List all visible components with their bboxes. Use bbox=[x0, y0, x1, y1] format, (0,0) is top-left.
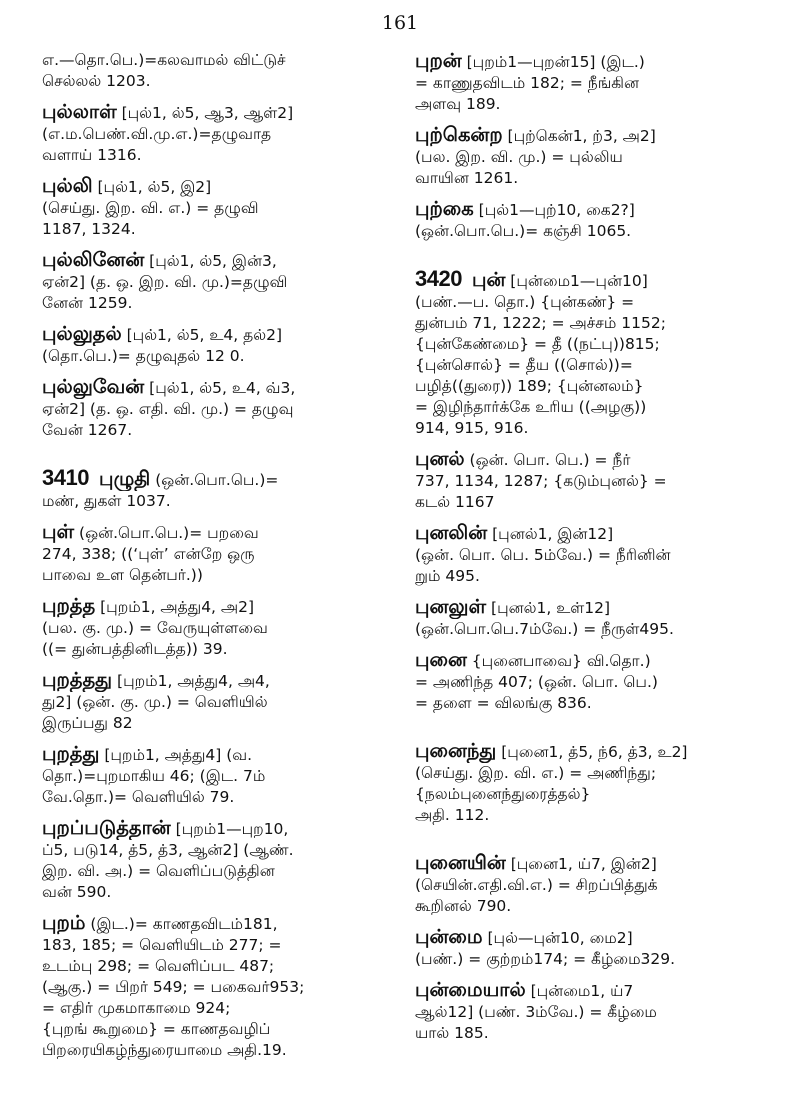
dictionary-entry bbox=[415, 268, 775, 439]
dictionary-entry bbox=[415, 448, 775, 513]
entry-continuation-line: து2] (ஒன். கு. மு.) = வெளியில் bbox=[42, 693, 268, 711]
entry-continuation-line: ((= துன்பத்தினிடத்த)) 39. bbox=[42, 640, 228, 658]
entry-continuation-line: (பல. கு. மு.) = வேருயுள்ளவை bbox=[42, 619, 268, 637]
entry-grammar: [புனை1, ய்7, இன்2] bbox=[505, 855, 657, 873]
entry-continuation-line: இருப்பது 82 bbox=[42, 714, 133, 732]
entry-continuation-line: செல்லல் 1203. bbox=[42, 72, 151, 90]
entry-continuation-line: வேன் 1267. bbox=[42, 421, 133, 439]
entry-grammar: (ஒன். பொ. பெ.) = நீர் bbox=[464, 451, 631, 469]
headword: புல்லாள் bbox=[42, 101, 117, 123]
headword: புனலுள் bbox=[415, 596, 487, 618]
entry-continuation-line: = எதிர் முகமாகாமை 924; bbox=[42, 999, 231, 1017]
entry-grammar: (இட.)= காணதவிடம்181, bbox=[85, 915, 278, 933]
entry-continuation-line: (ஒன். பொ. பெ. 5ம்வே.) = நீரினின் bbox=[415, 546, 671, 564]
entry-first-line bbox=[415, 522, 775, 545]
entry-continuation-line: பழித்((துரை)) 189; {புன்னலம்} bbox=[415, 377, 644, 395]
entry-continuation-line: அதி. 112. bbox=[415, 806, 490, 824]
entry-first-line bbox=[415, 268, 775, 292]
entry-number: 3410 bbox=[42, 467, 89, 490]
entry-continuation-line: கூறினல் 790. bbox=[415, 897, 512, 915]
entry-continuation-line: {புறங் கூறுமை} = காணதவழிப் bbox=[42, 1020, 271, 1038]
entry-first-line bbox=[42, 669, 398, 692]
entry-continuation-line: 274, 338; ((‘புள்’ என்றே ஒரு bbox=[42, 545, 255, 563]
dictionary-entry bbox=[415, 926, 775, 970]
entry-continuation-line: வளாய் 1316. bbox=[42, 146, 142, 164]
headword: புற்கென்ற bbox=[415, 124, 503, 146]
headword: புறப்படுத்தான் bbox=[42, 817, 171, 839]
headword: புல்லுதல் bbox=[42, 323, 122, 345]
entry-continuation-line: {நலம்புனைந்துரைத்தல்} bbox=[415, 785, 591, 803]
entry-grammar: [புறம்1, அத்து4, அ2] bbox=[95, 598, 255, 616]
dictionary-entry bbox=[42, 595, 398, 660]
headword: புனல் bbox=[415, 448, 465, 470]
dictionary-entry bbox=[42, 912, 398, 1061]
entry-grammar: [புல்1, ல்5, உ4, தல்2] bbox=[121, 326, 283, 344]
entry-continuation-line: (எ.ம.பெண்.வி.மு.எ.)=தழுவாத bbox=[42, 125, 272, 143]
entry-continuation-line: (பண்.) = குற்றம்174; = கீழ்மை329. bbox=[415, 950, 676, 968]
entry-first-line bbox=[415, 649, 775, 672]
entry-continuation-line: வாயின 1261. bbox=[415, 169, 519, 187]
entry-continuation-line: ஏன்2] (த. ஒ. எதி. வி. மு.) = தழுவு bbox=[42, 400, 294, 418]
entry-first-line bbox=[415, 124, 775, 147]
dictionary-entry bbox=[42, 101, 398, 166]
entry-continuation-line: றும் 495. bbox=[415, 567, 480, 585]
headword: புல்லுவேன் bbox=[42, 376, 145, 398]
dictionary-entry bbox=[42, 817, 398, 903]
headword: புல்லி bbox=[42, 175, 93, 197]
entry-first-line bbox=[42, 249, 398, 272]
entry-continuation-line: ஏன்2] (த. ஒ. இற. வி. மு.)=தழுவி bbox=[42, 273, 288, 291]
entry-first-line bbox=[42, 50, 398, 71]
entry-first-line bbox=[42, 175, 398, 198]
dictionary-entry bbox=[415, 522, 775, 587]
entry-first-line bbox=[42, 595, 398, 618]
entry-first-line bbox=[42, 376, 398, 399]
entry-continuation-line: னேன் 1259. bbox=[42, 294, 133, 312]
entry-first-line bbox=[42, 323, 398, 346]
dictionary-entry bbox=[42, 249, 398, 314]
dictionary-entry bbox=[415, 979, 775, 1044]
entry-grammar: எ.—தொ.பெ.)=கலவாமல் விட்டுச் bbox=[42, 51, 286, 69]
entry-continuation-line: (தொ.பெ.)= தழுவுதல் 12 0. bbox=[42, 347, 245, 365]
entry-grammar: [புல்1, ல்5, இ2] bbox=[92, 178, 212, 196]
entry-first-line bbox=[42, 467, 398, 491]
entry-grammar: [புறம்1, அத்து4, அ4, bbox=[112, 672, 270, 690]
entry-continuation-line: உடம்பு 298; = வெளிப்பட 487; bbox=[42, 957, 275, 975]
entry-grammar: [புறம்1, அத்து4] (வ. bbox=[99, 746, 253, 764]
entry-continuation-line: = இழிந்தார்க்கே உரிய ((அழகு)) bbox=[415, 398, 647, 416]
dictionary-entry bbox=[415, 852, 775, 917]
entry-continuation-line: (செயின்.எதி.வி.எ.) = சிறப்பித்துக் bbox=[415, 876, 658, 894]
entry-first-line bbox=[415, 596, 775, 619]
entry-grammar: [புன்மை1—புன்10] bbox=[505, 272, 648, 290]
entry-continuation-line: 737, 1134, 1287; {கடும்புனல்} = bbox=[415, 472, 667, 490]
entry-continuation-line: (செய்து. இற. வி. எ.) = அணிந்து; bbox=[415, 764, 657, 782]
entry-grammar: [புற்கென்1, ற்3, அ2] bbox=[502, 127, 656, 145]
entry-continuation-line: துன்பம் 71, 1222; = அச்சம் 1152; bbox=[415, 314, 666, 332]
dictionary-entry bbox=[42, 743, 398, 808]
headword: புன் bbox=[471, 268, 506, 291]
headword: புனைந்து bbox=[415, 740, 497, 762]
entry-continuation-line: (ஒன்.பொ.பெ.)= கஞ்சி 1065. bbox=[415, 222, 632, 240]
entry-continuation-line: = காணுதவிடம் 182; = நீங்கின bbox=[415, 74, 640, 92]
headword: புறத்து bbox=[42, 743, 100, 765]
entry-continuation-line: (செய்து. இற. வி. எ.) = தழுவி bbox=[42, 199, 259, 217]
entry-first-line bbox=[415, 198, 775, 221]
entry-continuation-line: பிறரையிகழ்ந்துரையாமை அதி.19. bbox=[42, 1041, 287, 1059]
entry-continuation-line: கடல் 1167 bbox=[415, 493, 495, 511]
entry-continuation-line: (பல. இற. வி. மு.) = புல்லிய bbox=[415, 148, 623, 166]
entry-grammar: (ஒன்.பொ.பெ.)= பறவை bbox=[74, 524, 259, 542]
headword: புறன் bbox=[415, 50, 462, 72]
entry-continuation-line: 1187, 1324. bbox=[42, 220, 136, 238]
headword: புற்கை bbox=[415, 198, 474, 220]
entry-continuation-line: மண், துகள் 1037. bbox=[42, 492, 171, 510]
entry-continuation-line: = அணிந்த 407; (ஒன். பொ. பெ.) bbox=[415, 673, 658, 691]
dictionary-entry bbox=[415, 649, 775, 714]
entry-grammar: [புல்—புன்10, மை2] bbox=[482, 929, 633, 947]
entry-first-line bbox=[415, 50, 775, 73]
entry-grammar: [புனல்1, இன்12] bbox=[487, 525, 614, 543]
entry-continuation-line: ஆல்12] (பண். 3ம்வே.) = கீழ்மை bbox=[415, 1003, 657, 1021]
entry-first-line bbox=[42, 521, 398, 544]
headword: புழுதி bbox=[98, 467, 151, 490]
entry-grammar: [புல்1—புற்10, கை2?] bbox=[473, 201, 635, 219]
entry-continuation-line: இற. வி. அ.) = வெளிப்படுத்தின bbox=[42, 862, 275, 880]
entry-first-line bbox=[42, 817, 398, 840]
entry-continuation-line: (ஒன்.பொ.பெ.7ம்வே.) = நீருள்495. bbox=[415, 620, 674, 638]
entry-grammar: [புன்மை1, ய்7 bbox=[525, 982, 634, 1000]
entry-continuation-line: 183, 185; = வெளியிடம் 277; = bbox=[42, 936, 282, 954]
entry-grammar: [புனை1, த்5, ந்6, த்3, உ2] bbox=[496, 743, 688, 761]
headword: புல்லினேன் bbox=[42, 249, 145, 271]
page-number: 161 bbox=[381, 12, 419, 34]
entry-continuation-line: அளவு 189. bbox=[415, 95, 501, 113]
headword: புன்மையால் bbox=[415, 979, 526, 1001]
dictionary-entry bbox=[42, 669, 398, 734]
entry-first-line bbox=[415, 979, 775, 1002]
entry-grammar: (ஒன்.பொ.பெ.)= bbox=[150, 471, 279, 489]
entry-grammar: [புல்1, ல்5, இன்3, bbox=[144, 252, 277, 270]
entry-first-line bbox=[42, 743, 398, 766]
headword: புனை bbox=[415, 649, 467, 671]
dictionary-entry bbox=[415, 50, 775, 115]
dictionary-entry bbox=[42, 175, 398, 240]
entry-continuation-line: 914, 915, 916. bbox=[415, 419, 529, 437]
entry-continuation-line: பாவை உள தென்பர்.)) bbox=[42, 566, 203, 584]
entry-grammar: [புறம்1—புறன்15] (இட.) bbox=[461, 53, 645, 71]
entry-continuation-line: {புன்கேண்மை} = தீ ((நட்பு))815; bbox=[415, 335, 660, 353]
entry-first-line bbox=[415, 448, 775, 471]
entry-first-line bbox=[42, 101, 398, 124]
dictionary-entry bbox=[42, 323, 398, 367]
dictionary-entry bbox=[415, 198, 775, 242]
dictionary-entry bbox=[42, 50, 398, 92]
entry-continuation-line: யால் 185. bbox=[415, 1024, 489, 1042]
headword: புனலின் bbox=[415, 522, 488, 544]
entry-continuation-line: (ஆகு.) = பிறர் 549; = பகைவர்953; bbox=[42, 978, 305, 996]
headword: புன்மை bbox=[415, 926, 483, 948]
headword: புனையின் bbox=[415, 852, 506, 874]
entry-continuation-line: = தளை = விலங்கு 836. bbox=[415, 694, 592, 712]
entry-continuation-line: வே.தொ.)= வெளியில் 79. bbox=[42, 788, 235, 806]
dictionary-entry bbox=[415, 740, 775, 826]
dictionary-entry bbox=[42, 467, 398, 512]
headword: புறம் bbox=[42, 912, 86, 934]
headword: புறத்தது bbox=[42, 669, 113, 691]
entry-continuation-line: {புன்சொல்} = தீய ((சொல்))= bbox=[415, 356, 633, 374]
entry-first-line bbox=[415, 852, 775, 875]
entry-continuation-line: ப்5, படு14, த்5, த்3, ஆன்2] (ஆண். bbox=[42, 841, 294, 859]
dictionary-entry bbox=[42, 521, 398, 586]
headword: புள் bbox=[42, 521, 75, 543]
entry-grammar: [புல்1, ல்5, ஆ3, ஆள்2] bbox=[116, 104, 294, 122]
left-column bbox=[42, 50, 398, 1070]
entry-first-line bbox=[42, 912, 398, 935]
dictionary-entry bbox=[415, 124, 775, 189]
entry-continuation-line: வன் 590. bbox=[42, 883, 112, 901]
entry-number: 3420 bbox=[415, 268, 462, 291]
entry-continuation-line: (பண்.—ப. தொ.) {புன்கண்} = bbox=[415, 293, 635, 311]
entry-continuation-line: தொ.)=புறமாகிய 46; (இட. 7ம் bbox=[42, 767, 266, 785]
entry-first-line bbox=[415, 740, 775, 763]
entry-grammar: [புறம்1—புற10, bbox=[170, 820, 289, 838]
entry-grammar: [புல்1, ல்5, உ4, வ்3, bbox=[144, 379, 296, 397]
entry-grammar: {புனைபாவை} வி.தொ.) bbox=[466, 652, 651, 670]
entry-grammar: [புனல்1, உள்12] bbox=[486, 599, 611, 617]
entry-first-line bbox=[415, 926, 775, 949]
right-column bbox=[415, 50, 775, 1053]
headword: புறத்த bbox=[42, 595, 96, 617]
dictionary-entry bbox=[42, 376, 398, 441]
dictionary-entry bbox=[415, 596, 775, 640]
